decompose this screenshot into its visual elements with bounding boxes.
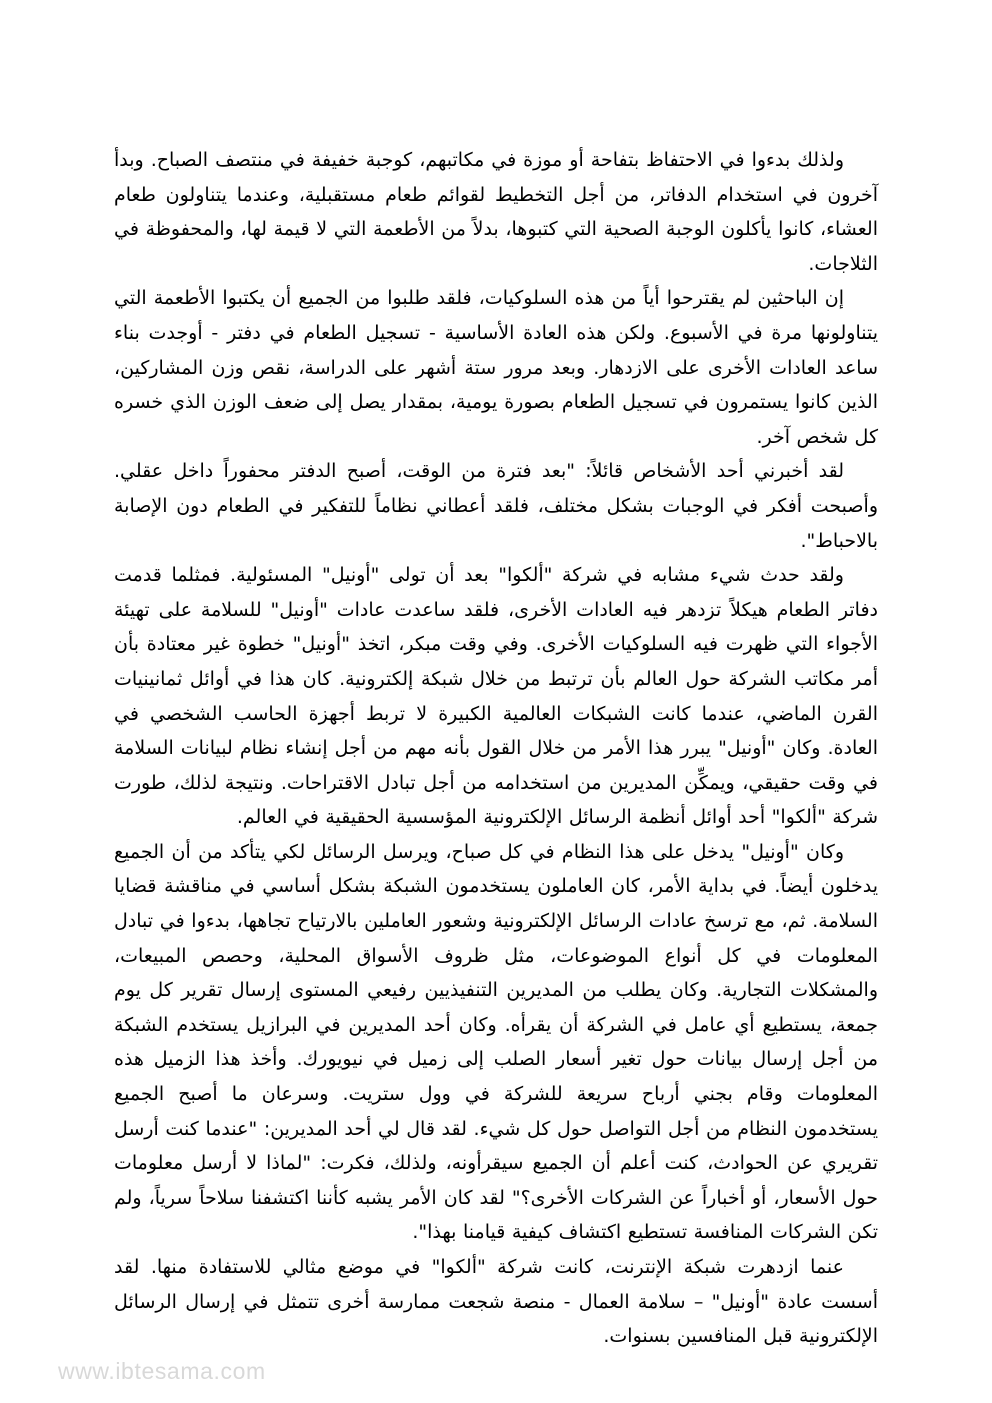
paragraph: ولقد حدث شيء مشابه في شركة "ألكوا" بعد أن تولى "أونيل" المسئولية. فمثلما قدمت دفاتر الطعام هيكلاً تزدهر فيه العادات الأخرى، فلقد ساعدت عادات "أونيل" للسلامة على تهيئة الأجواء التي ظهرت فيه السلوكيات الأخرى. وفي وقت مبكر، اتخذ "أونيل" خطوة غير معتادة بأن أمر مكاتب الشركة حول العالم بأن ترتبط من خلال شبكة إلكترونية. كان هذا في أوائل ثمانينيات القرن الماضي، عندما كانت الشبكات العالمية الكبيرة لا تربط أجهزة الحاسب الشخصي في العادة. وكان "أونيل" يبرر هذا الأمر من خلال القول بأنه مهم من أجل إنشاء نظام لبيانات السلامة في وقت حقيقي، ويمكِّن المديرين من استخدامه من أجل تبادل الاقتراحات. ونتيجة لذلك، طورت شركة "ألكوا" أحد أوائل أنظمة الرسائل الإلكترونية المؤسسية الحقيقية في العالم. (114, 564, 878, 829)
paragraph: لقد أخبرني أحد الأشخاص قائلاً: "بعد فترة من الوقت، أصبح الدفتر محفوراً داخل عقلي. وأصبحت أفكر في الوجبات بشكل مختلف، فلقد أعطاني نظاماً للتفكير في الطعام دون الإصابة بالاحباط". (114, 460, 878, 552)
document-body (114, 143, 878, 1354)
paragraph: إن الباحثين لم يقترحوا أياً من هذه السلوكيات، فلقد طلبوا من الجميع أن يكتبوا الأطعمة التي يتناولونها مرة في الأسبوع. ولكن هذه العادة الأساسية - تسجيل الطعام في دفتر - أوجدت بناء ساعد العادات الأخرى على الازدهار. وبعد مرور ستة أشهر على الدراسة، نقص وزن المشاركين، الذين كانوا يستمرون في تسجيل الطعام بصورة يومية، بمقدار يصل إلى ضعف الوزن الذي خسره كل شخص آخر. (114, 287, 878, 448)
site-watermark: www.ibtesama.com (58, 1358, 266, 1384)
paragraph: عنما ازدهرت شبكة الإنترنت، كانت شركة "ألكوا" في موضع مثالي للاستفادة منها. لقد أسست عادة "أونيل" – سلامة العمال - منصة شجعت ممارسة أخرى تتمثل في إرسال الرسائل الإلكترونية قبل المنافسين بسنوات. (114, 1256, 878, 1348)
paragraph: ولذلك بدءوا في الاحتفاظ بتفاحة أو موزة في مكاتبهم، كوجبة خفيفة في منتصف الصباح. وبدأ آخرون في استخدام الدفاتر، من أجل التخطيط لقوائم طعام مستقبلية، وعندما يتناولون طعام العشاء، كانوا يأكلون الوجبة الصحية التي كتبوها، بدلاً من الأطعمة التي لا قيمة لها، والمحفوظة في الثلاجات. (114, 149, 878, 275)
paragraph: وكان "أونيل" يدخل على هذا النظام في كل صباح، ويرسل الرسائل لكي يتأكد من أن الجميع يدخلون أيضاً. في بداية الأمر، كان العاملون يستخدمون الشبكة بشكل أساسي في مناقشة قضايا السلامة. ثم، مع ترسخ عادات الرسائل الإلكترونية وشعور العاملين بالارتياح تجاهها، بدءوا في تبادل المعلومات في كل أنواع الموضوعات، مثل ظروف الأسواق المحلية، وحصص المبيعات، والمشكلات التجارية. وكان يطلب من المديرين التنفيذيين رفيعي المستوى إرسال تقرير كل يوم جمعة، يستطيع أي عامل في الشركة أن يقرأه. وكان أحد المديرين في البرازيل يستخدم الشبكة من أجل إرسال بيانات حول تغير أسعار الصلب إلى زميل في نيويورك. وأخذ هذا الزميل هذه المعلومات وقام بجني أرباح سريعة للشركة في وول ستريت. وسرعان ما أصبح الجميع يستخدمون النظام من أجل التواصل حول كل شيء. لقد قال لي أحد المديرين: "عندما كنت أرسل تقريري عن الحوادث، كنت أعلم أن الجميع سيقرأونه، ولذلك، فكرت: "لماذا لا أرسل معلومات حول الأسعار، أو أخباراً عن الشركات الأخرى؟" لقد كان الأمر يشبه كأننا اكتشفنا سلاحاً سرياً، ولم تكن الشركات المنافسة تستطيع اكتشاف كيفية قيامنا بهذا". (114, 840, 878, 1244)
